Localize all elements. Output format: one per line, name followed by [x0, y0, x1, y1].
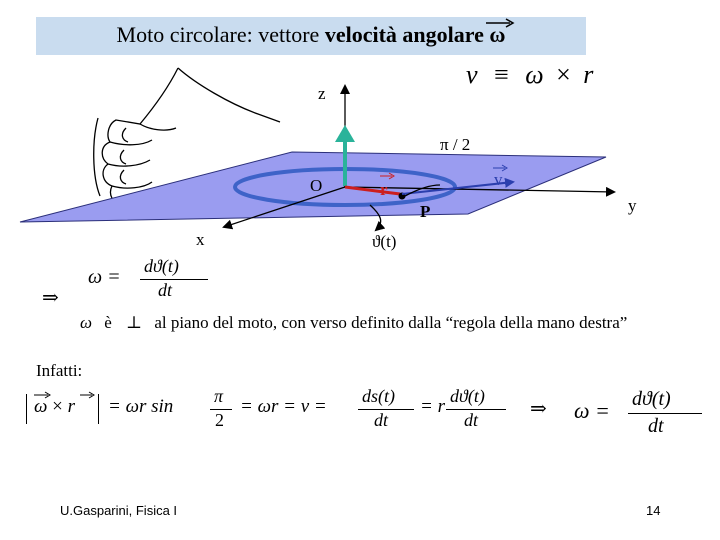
origin-label: O [310, 176, 323, 195]
axis-y-label: y [628, 196, 637, 215]
angle-pi2-label: π / 2 [440, 135, 471, 154]
radius-label: r [380, 180, 388, 199]
infatti-label: Infatti: [36, 361, 83, 380]
implies-symbol: ⇒ [42, 287, 59, 309]
omega-definition-formula: ω = dϑ(t) dt [88, 258, 218, 302]
result-omega-formula: ω = dϑ(t) dt [574, 388, 714, 440]
axis-z-label: z [318, 84, 326, 103]
point-label: P [420, 202, 431, 221]
axis-x-label: x [196, 230, 205, 249]
page-number: 14 [646, 503, 661, 518]
omega-perpendicular-statement: ω è ⊥ al piano del moto, con verso definito dalla “regola della mano destra” [80, 313, 628, 332]
slide-title: Moto circolare: vettore velocità angolare ω [36, 20, 586, 50]
result-implies-symbol: ⇒ [530, 398, 547, 420]
infatti-derivation-formula: ω × r = ωr sin π 2 = ωr = v = ds(t) dt = r dϑ(t) dt [26, 388, 506, 440]
title-omega-symbol: ω [489, 22, 505, 47]
velocity-label: v [494, 170, 503, 189]
theta-label: ϑ(t) [372, 232, 397, 251]
derivation-vector-arrows [30, 390, 100, 400]
author-footer: U.Gasparini, Fisica I [60, 503, 178, 518]
cross-product-formula: v ≡ ω × r [466, 60, 594, 89]
